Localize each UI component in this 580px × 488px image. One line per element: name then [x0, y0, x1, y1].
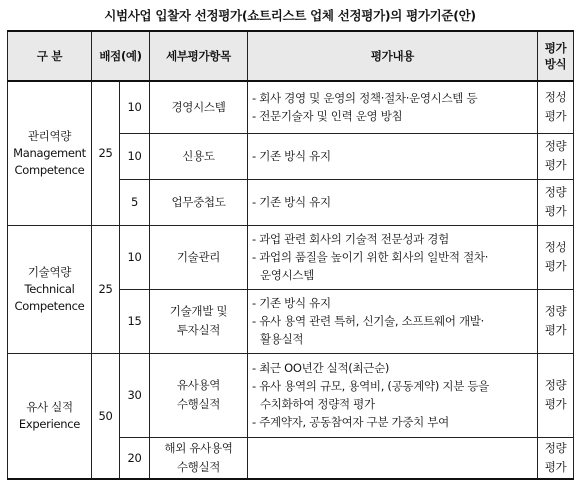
row-score-cell: 10 [120, 133, 150, 179]
content-cell [248, 353, 538, 437]
category-line: 관리역량 [27, 128, 72, 143]
item-line: 유사용역 [176, 378, 221, 392]
header-content: 평가내용 [248, 31, 538, 81]
item-cell [150, 179, 248, 225]
item-line: 수행실적 [176, 459, 221, 474]
method-cell [538, 225, 574, 289]
item-line: 경영시스템 [171, 99, 226, 114]
method-line: 평가 [544, 397, 567, 411]
method-line: 정량 [544, 139, 567, 153]
method-line: 정량 [544, 440, 567, 455]
content-line: 수치화하여 정량적 평가 [260, 397, 375, 411]
evaluation-criteria-table [7, 30, 574, 480]
content-line: - 기존 방식 유지 [252, 149, 331, 163]
row-score-cell: 5 [120, 179, 150, 225]
header-category: 구 분 [8, 31, 92, 81]
item-line: 해외 유사용역 [164, 440, 233, 455]
method-cell [538, 437, 574, 479]
item-line: 기술개발 및 [169, 304, 228, 318]
item-cell [150, 353, 248, 437]
content-cell [248, 179, 538, 225]
item-cell [150, 225, 248, 289]
content-line: 활용실적 [260, 332, 304, 346]
category-line: Technical [24, 281, 75, 296]
table-row [8, 81, 574, 133]
method-line: 정성 [544, 240, 567, 254]
row-score-cell: 10 [120, 225, 150, 289]
row-score-cell: 20 [120, 437, 150, 479]
method-cell [538, 289, 574, 353]
table-header-row [8, 31, 574, 81]
item-line: 수행실적 [176, 397, 221, 411]
group-score-cell: 25 [92, 225, 120, 353]
header-method-line: 평가 [544, 41, 567, 55]
category-cell [8, 353, 92, 479]
method-line: 정량 [544, 304, 567, 318]
group-score-cell: 25 [92, 81, 120, 225]
content-line: - 기존 방식 유지 [252, 195, 331, 209]
row-score-cell: 15 [120, 289, 150, 353]
method-cell [538, 353, 574, 437]
content-cell [248, 289, 538, 353]
method-cell [538, 179, 574, 225]
item-line: 업무중첩도 [171, 194, 226, 209]
document-title: 시범사업 입찰자 선정평가(쇼트리스트 업체 선정평가)의 평가기준(안) [104, 8, 476, 23]
method-line: 평가 [544, 109, 567, 124]
item-cell [150, 133, 248, 179]
category-line: Competence [14, 162, 85, 177]
item-cell [150, 81, 248, 133]
header-score: 배점(예) [92, 31, 150, 81]
content-line: - 과업 관련 회사의 기술적 전문성과 경험 [252, 232, 449, 246]
item-line: 기술관리 [176, 249, 221, 264]
content-line: - 전문기술자 및 인력 운영 방침 [252, 109, 403, 124]
category-line: Competence [14, 298, 85, 313]
category-cell [8, 81, 92, 225]
content-line: - 최근 OO년간 실적(최근순) [252, 361, 390, 375]
method-line: 정량 [544, 185, 567, 199]
item-cell [150, 289, 248, 353]
category-line: 유사 실적 [26, 399, 73, 414]
category-line: Experience [18, 416, 81, 431]
content-line: - 회사 경영 및 운영의 정책·절차·운영시스템 등 [252, 91, 478, 106]
item-line: 투자실적 [176, 323, 221, 337]
content-cell [248, 81, 538, 133]
content-cell [248, 133, 538, 179]
content-line: - 유사 용역의 규모, 용역비, (공동계약) 지분 등을 [252, 379, 489, 393]
row-score-cell: 10 [120, 81, 150, 133]
method-line: 정량 [544, 378, 567, 392]
method-cell [538, 133, 574, 179]
method-line: 평가 [544, 459, 567, 474]
item-cell [150, 437, 248, 479]
table-row [8, 353, 574, 437]
item-line: 신용도 [182, 148, 215, 163]
method-line: 평가 [544, 158, 567, 172]
table-row [8, 225, 574, 289]
header-method [538, 31, 574, 81]
content-line: - 유사 용역 관련 특허, 신기술, 소프트웨어 개발· [252, 314, 484, 328]
header-item: 세부평가항목 [150, 31, 248, 81]
category-line: Management [13, 145, 86, 160]
content-line: 운영시스템 [260, 268, 315, 282]
header-method-line: 방식 [544, 57, 567, 71]
method-line: 평가 [544, 323, 567, 337]
method-line: 평가 [544, 204, 567, 218]
method-line: 정성 [544, 90, 567, 105]
group-score-cell: 50 [92, 353, 120, 479]
category-line: 기술역량 [27, 264, 72, 279]
row-score-cell: 30 [120, 353, 150, 437]
content-cell [248, 437, 538, 479]
content-line: - 주계약자, 공동참여자 구분 가중치 부여 [252, 415, 449, 429]
method-cell [538, 81, 574, 133]
content-line: - 과업의 품질을 높이기 위한 회사의 일반적 절차· [252, 250, 489, 264]
content-cell [248, 225, 538, 289]
content-line: - 기존 방식 유지 [252, 296, 331, 310]
category-cell [8, 225, 92, 353]
method-line: 평가 [544, 259, 567, 273]
